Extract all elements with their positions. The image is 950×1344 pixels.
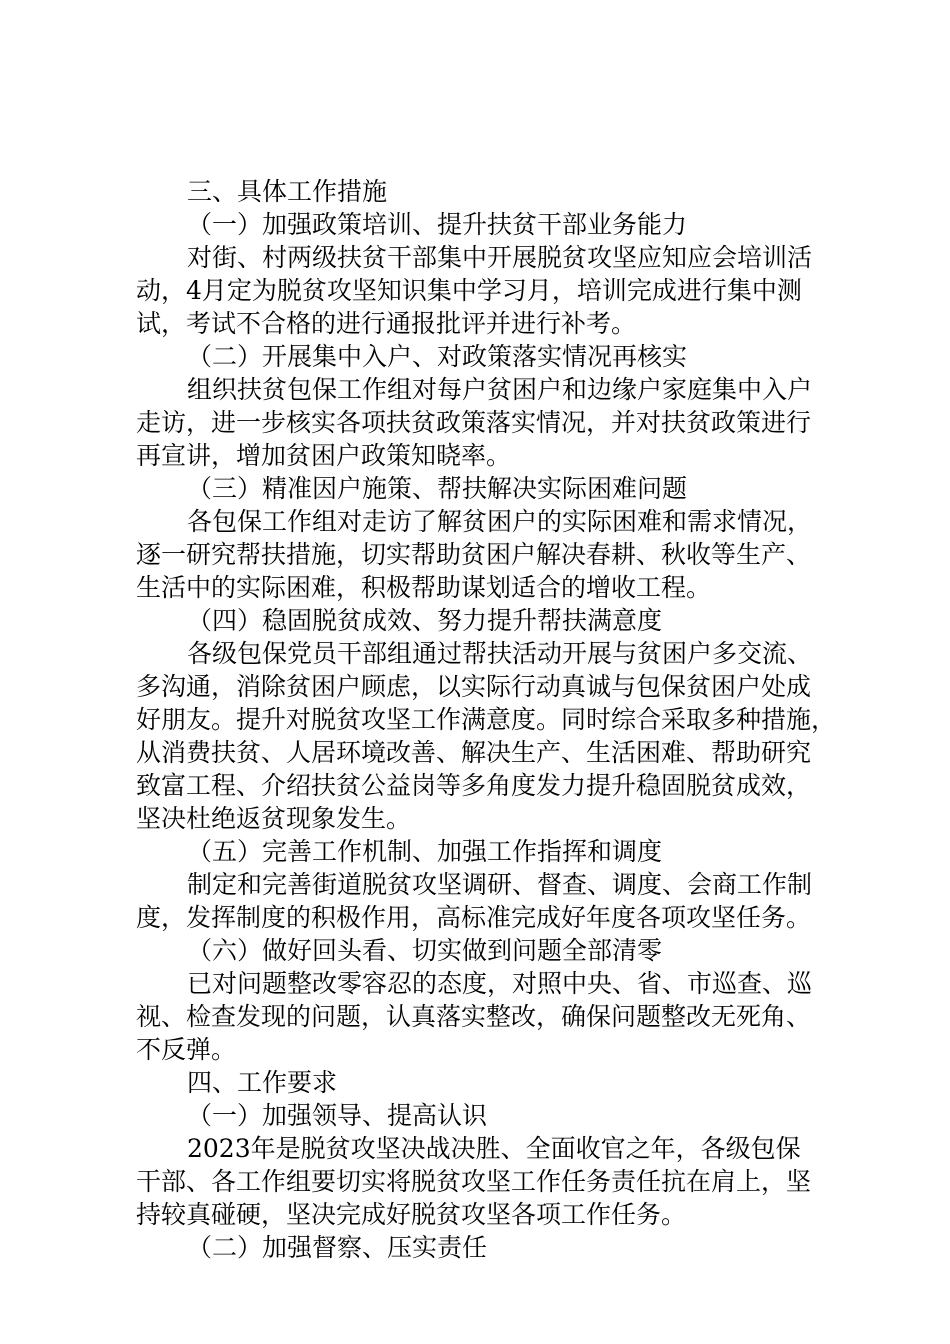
paragraph-line: 度，发挥制度的积极作用，高标准完成好年度各项攻坚任务。 [136, 903, 812, 932]
paragraph-line: 致富工程、介绍扶贫公益岗等多角度发力提升稳固脱贫成效， [136, 771, 812, 800]
paragraph-line: 坚决杜绝返贫现象发生。 [136, 804, 412, 833]
subsection-heading: （一）加强领导、提高认识 [187, 1101, 488, 1130]
paragraph-line: 再宣讲，增加贫困户政策知晓率。 [136, 441, 512, 470]
paragraph-line: 逐一研究帮扶措施，切实帮助贫困户解决春耕、秋收等生产、 [136, 540, 812, 569]
subsection-heading: （二）加强督察、压实责任 [187, 1233, 488, 1262]
paragraph-line: 不反弹。 [136, 1035, 237, 1064]
paragraph-line: 组织扶贫包保工作组对每户贫困户和边缘户家庭集中入户 [187, 375, 813, 404]
subsection-heading: （六）做好回头看、切实做到问题全部清零 [187, 936, 663, 965]
paragraph-line: 多沟通，消除贫困户顾虑，以实际行动真诚与包保贫困户处成 [136, 672, 812, 701]
paragraph-line: 好朋友。提升对脱贫攻坚工作满意度。同时综合采取多种措施， [136, 705, 837, 734]
paragraph-line: 已对问题整改零容忍的态度，对照中央、省、市巡查、巡 [187, 969, 813, 998]
subsection-heading: （五）完善工作机制、加强工作指挥和调度 [187, 837, 663, 866]
paragraph-line: 走访，进一步核实各项扶贫政策落实情况，并对扶贫政策进行 [136, 408, 812, 437]
paragraph-line: 各级包保党员干部组通过帮扶活动开展与贫困户多交流、 [187, 639, 813, 668]
paragraph-line: 视、检查发现的问题，认真落实整改，确保问题整改无死角、 [136, 1002, 812, 1031]
paragraph-line: 生活中的实际困难，积极帮助谋划适合的增收工程。 [136, 573, 712, 602]
section-heading: 三、具体工作措施 [187, 177, 388, 206]
subsection-heading: （四）稳固脱贫成效、努力提升帮扶满意度 [187, 606, 663, 635]
paragraph-line: 2023年是脱贫攻坚决战决胜、全面收官之年，各级包保 [187, 1134, 801, 1163]
paragraph-line: 干部、各工作组要切实将脱贫攻坚工作任务责任抗在肩上，坚 [136, 1167, 812, 1196]
section-heading: 四、工作要求 [187, 1068, 338, 1097]
paragraph-line: 制定和完善街道脱贫攻坚调研、督查、调度、会商工作制 [187, 870, 813, 899]
subsection-heading: （三）精准因户施策、帮扶解决实际困难问题 [187, 474, 688, 503]
paragraph-line: 对街、村两级扶贫干部集中开展脱贫攻坚应知应会培训活 [187, 243, 813, 272]
subsection-heading: （二）开展集中入户、对政策落实情况再核实 [187, 342, 688, 371]
paragraph-line: 各包保工作组对走访了解贫困户的实际困难和需求情况， [187, 507, 813, 536]
paragraph-line: 试，考试不合格的进行通报批评并进行补考。 [136, 309, 637, 338]
subsection-heading: （一）加强政策培训、提升扶贫干部业务能力 [187, 210, 688, 239]
paragraph-line: 动，4月定为脱贫攻坚知识集中学习月，培训完成进行集中测 [136, 276, 802, 305]
paragraph-line: 从消费扶贫、人居环境改善、解决生产、生活困难、帮助研究 [136, 738, 812, 767]
paragraph-line: 持较真碰硬，坚决完成好脱贫攻坚各项工作任务。 [136, 1200, 687, 1229]
